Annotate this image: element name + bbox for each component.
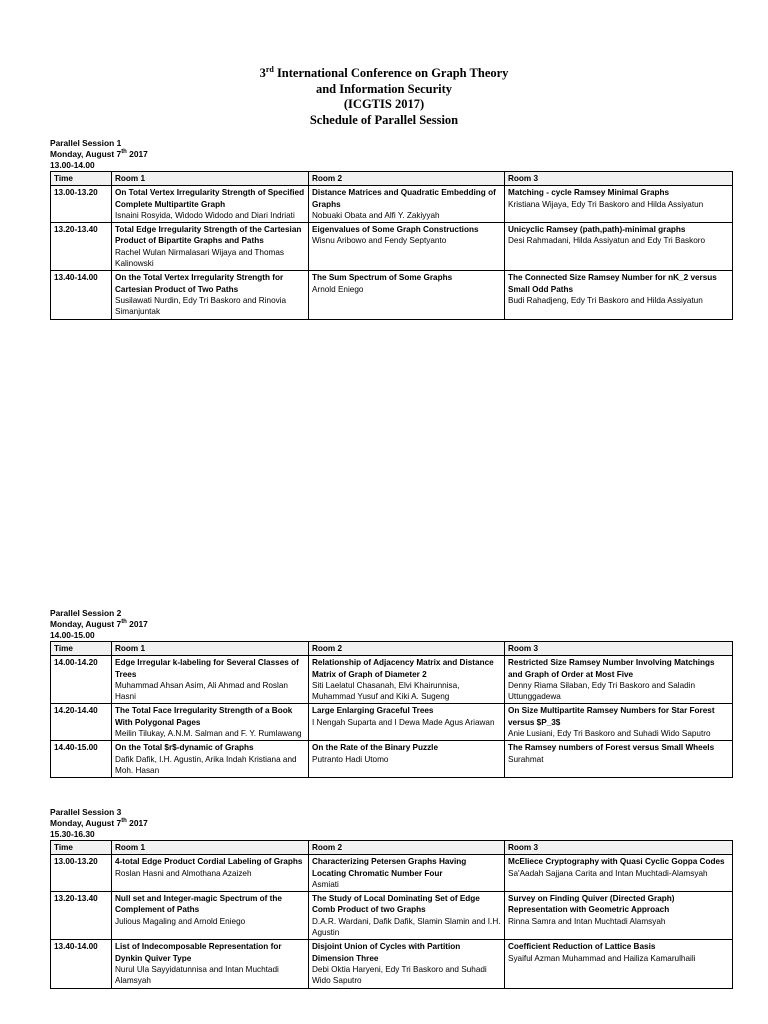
paper-title: 4-total Edge Product Cordial Labeling of Graphs [115, 857, 303, 867]
column-header-room-1: Room 1 [112, 642, 309, 656]
table-row [51, 223, 733, 271]
table-header-row [51, 642, 733, 656]
paper-authors: Muhammad Ahsan Asim, Ali Ahmad and Roslan Hasni [115, 680, 288, 702]
room-2-cell [309, 741, 505, 778]
paper-title: Restricted Size Ramsey Number Involving Matchings and Graph of Order at Most Five [508, 658, 715, 679]
schedule-title: Schedule of Parallel Session [309, 112, 459, 127]
time-cell: 13.40-14.00 [51, 940, 112, 988]
session-info [50, 608, 732, 641]
paper-authors: Susilawati Nurdin, Edy Tri Baskoro and Rinovia Simanjuntak [115, 295, 287, 317]
time-cell: 13.00-13.20 [51, 186, 112, 223]
time-cell: 13.20-13.40 [51, 223, 112, 271]
paper-authors: Roslan Hasni and Almothana Azaizeh [115, 868, 252, 878]
paper-title: Survey on Finding Quiver (Directed Graph) Representation with Geometric Approach [508, 894, 675, 915]
room-1-cell [112, 223, 309, 271]
paper-title: Eigenvalues of Some Graph Constructions [312, 225, 479, 235]
paper-title: Matching - cycle Ramsey Minimal Graphs [508, 188, 670, 198]
session-date: Monday, August 7th 2017 [50, 619, 148, 629]
paper-authors: Budi Rahadjeng, Edy Tri Baskoro and Hilda Assiyatun [508, 295, 703, 305]
time-cell: 14.00-14.20 [51, 656, 112, 704]
column-header-time: Time [51, 642, 112, 656]
paper-authors: Desi Rahmadani, Hilda Assiyatun and Edy Tri Baskoro [508, 236, 706, 246]
column-header-room-3: Room 3 [505, 642, 733, 656]
time-cell: 13.00-13.20 [51, 855, 112, 892]
room-1-cell [112, 855, 309, 892]
room-1-cell [112, 892, 309, 940]
table-row [51, 656, 733, 704]
session-name: Parallel Session 1 [50, 138, 122, 148]
room-2-cell [309, 855, 505, 892]
column-header-room-2: Room 2 [309, 172, 505, 186]
schedule-table [50, 171, 733, 320]
column-header-room-3: Room 3 [505, 841, 733, 855]
room-2-cell [309, 271, 505, 319]
paper-authors: Nobuaki Obata and Alfi Y. Zakiyyah [312, 210, 440, 220]
room-3-cell [505, 855, 733, 892]
time-cell: 14.20-14.40 [51, 704, 112, 741]
column-header-room-3: Room 3 [505, 172, 733, 186]
paper-authors: D.A.R. Wardani, Dafik Dafik, Slamin Slamin and I.H. Agustin [312, 916, 501, 938]
room-2-cell [309, 704, 505, 741]
room-1-cell [112, 271, 309, 319]
conference-title-line2: and Information Security [315, 81, 453, 96]
paper-authors: Anie Lusiani, Edy Tri Baskoro and Suhadi Wido Saputro [508, 729, 711, 739]
paper-authors: Denny Riama Silaban, Edy Tri Baskoro and Saladin Uttunggadewa [508, 680, 696, 702]
paper-authors: Rachel Wulan Nirmalasari Wijaya and Thomas Kalinowski [115, 247, 284, 269]
room-2-cell [309, 892, 505, 940]
room-1-cell [112, 741, 309, 778]
session-name: Parallel Session 3 [50, 807, 122, 817]
paper-authors: Nurul Ula Sayyidatunnisa and Intan Muchtadi Alamsyah [115, 964, 279, 986]
room-2-cell [309, 656, 505, 704]
room-1-cell [112, 704, 309, 741]
column-header-time: Time [51, 841, 112, 855]
room-1-cell [112, 186, 309, 223]
room-1-cell [112, 940, 309, 988]
room-1-cell [112, 656, 309, 704]
parallel-session-1 [50, 138, 732, 320]
document-header [0, 66, 768, 128]
paper-authors: Isnaini Rosyida, Widodo Widodo and Diari Indriati [115, 210, 295, 220]
paper-authors: Meilin Tilukay, A.N.M. Salman and F. Y. Rumlawang [115, 729, 302, 739]
parallel-session-3 [50, 807, 732, 989]
paper-authors: Kristiana Wijaya, Edy Tri Baskoro and Hilda Assiyatun [508, 199, 704, 209]
paper-title: Edge Irregular k-labeling for Several Classes of Trees [115, 658, 299, 679]
column-header-room-2: Room 2 [309, 642, 505, 656]
room-3-cell [505, 940, 733, 988]
table-row [51, 892, 733, 940]
paper-authors: Debi Oktia Haryeni, Edy Tri Baskoro and Suhadi Wido Saputro [312, 964, 487, 986]
conference-acronym: (ICGTIS 2017) [343, 97, 425, 111]
table-row [51, 741, 733, 778]
paper-authors: Putranto Hadi Utomo [312, 754, 389, 764]
session-info [50, 138, 732, 171]
time-cell: 13.20-13.40 [51, 892, 112, 940]
paper-authors: Surahmat [508, 754, 544, 764]
paper-title: Total Edge Irregularity Strength of the Cartesian Product of Bipartite Graphs and Paths [115, 225, 302, 246]
paper-title: Relationship of Adjacency Matrix and Distance Matrix of Graph of Diameter 2 [312, 658, 494, 679]
paper-title: McEliece Cryptography with Quasi Cyclic Goppa Codes [508, 857, 725, 867]
paper-authors: Syaiful Azman Muhammad and Hailiza Kamarulhaili [508, 953, 696, 963]
paper-title: The Total Face Irregularity Strength of a Book With Polygonal Pages [115, 706, 293, 727]
room-3-cell [505, 656, 733, 704]
paper-title: Characterizing Petersen Graphs Having Locating Chromatic Number Four [312, 857, 467, 878]
room-3-cell [505, 704, 733, 741]
paper-title: Distance Matrices and Quadratic Embedding of Graphs [312, 188, 496, 209]
column-header-time: Time [51, 172, 112, 186]
paper-title: The Ramsey numbers of Forest versus Small Wheels [508, 743, 715, 753]
paper-authors: Asmiati [312, 879, 339, 889]
column-header-room-1: Room 1 [112, 841, 309, 855]
room-3-cell [505, 271, 733, 319]
table-row [51, 271, 733, 319]
room-3-cell [505, 186, 733, 223]
paper-authors: Dafik Dafik, I.H. Agustin, Arika Indah Kristiana and Moh. Hasan [115, 754, 297, 775]
room-2-cell [309, 186, 505, 223]
schedule-table [50, 840, 733, 989]
session-date: Monday, August 7th 2017 [50, 149, 148, 159]
time-cell: 13.40-14.00 [51, 271, 112, 319]
room-2-cell [309, 223, 505, 271]
session-slot: 14.00-15.00 [50, 630, 95, 640]
table-header-row [51, 172, 733, 186]
paper-title: On Size Multipartite Ramsey Numbers for Star Forest versus $P_3$ [508, 706, 715, 727]
conference-title-line1: 3rd International Conference on Graph Theory [259, 64, 509, 80]
column-header-room-2: Room 2 [309, 841, 505, 855]
paper-title: On Total Vertex Irregularity Strength of Specified Complete Multipartite Graph [115, 188, 305, 209]
parallel-session-2 [50, 608, 732, 778]
session-date: Monday, August 7th 2017 [50, 818, 148, 828]
paper-authors: Siti Laelatul Chasanah, Elvi Khairunnisa, Muhammad Yusuf and Kiki A. Sugeng [312, 680, 460, 702]
paper-authors: I Nengah Suparta and I Dewa Made Agus Ariawan [312, 717, 495, 727]
paper-authors: Rinna Samra and Intan Muchtadi Alamsyah [508, 916, 666, 926]
schedule-table [50, 641, 733, 778]
time-cell: 14.40-15.00 [51, 741, 112, 778]
table-row [51, 855, 733, 892]
session-slot: 13.00-14.00 [50, 160, 95, 170]
room-3-cell [505, 741, 733, 778]
paper-title: On the Total $r$-dynamic of Graphs [115, 743, 254, 753]
paper-authors: Arnold Eniego [312, 284, 364, 294]
table-row [51, 940, 733, 988]
paper-authors: Wisnu Aribowo and Fendy Septyanto [312, 236, 447, 246]
paper-title: On the Rate of the Binary Puzzle [312, 743, 439, 753]
paper-title: Disjoint Union of Cycles with Partition Dimension Three [312, 942, 461, 963]
paper-authors: Julious Magaling and Arnold Eniego [115, 916, 246, 926]
paper-title: The Sum Spectrum of Some Graphs [312, 273, 453, 283]
room-3-cell [505, 223, 733, 271]
table-header-row [51, 841, 733, 855]
paper-title: The Connected Size Ramsey Number for nK_2 versus Small Odd Paths [508, 273, 717, 294]
paper-title: List of Indecomposable Representation for Dynkin Quiver Type [115, 942, 282, 963]
table-row [51, 704, 733, 741]
paper-title: The Study of Local Dominating Set of Edge Comb Product of two Graphs [312, 894, 480, 915]
paper-authors: Sa'Aadah Sajjana Carita and Intan Muchtadi-Alamsyah [508, 868, 708, 878]
session-slot: 15.30-16.30 [50, 829, 95, 839]
paper-title: Large Enlarging Graceful Trees [312, 706, 434, 716]
paper-title: On the Total Vertex Irregularity Strength for Cartesian Product of Two Paths [115, 273, 284, 294]
session-info [50, 807, 732, 840]
table-row [51, 186, 733, 223]
paper-title: Null set and Integer-magic Spectrum of the Complement of Paths [115, 894, 282, 915]
room-2-cell [309, 940, 505, 988]
column-header-room-1: Room 1 [112, 172, 309, 186]
session-name: Parallel Session 2 [50, 608, 122, 618]
paper-title: Unicyclic Ramsey (path,path)-minimal graphs [508, 225, 686, 235]
room-3-cell [505, 892, 733, 940]
paper-title: Coefficient Reduction of Lattice Basis [508, 942, 656, 952]
